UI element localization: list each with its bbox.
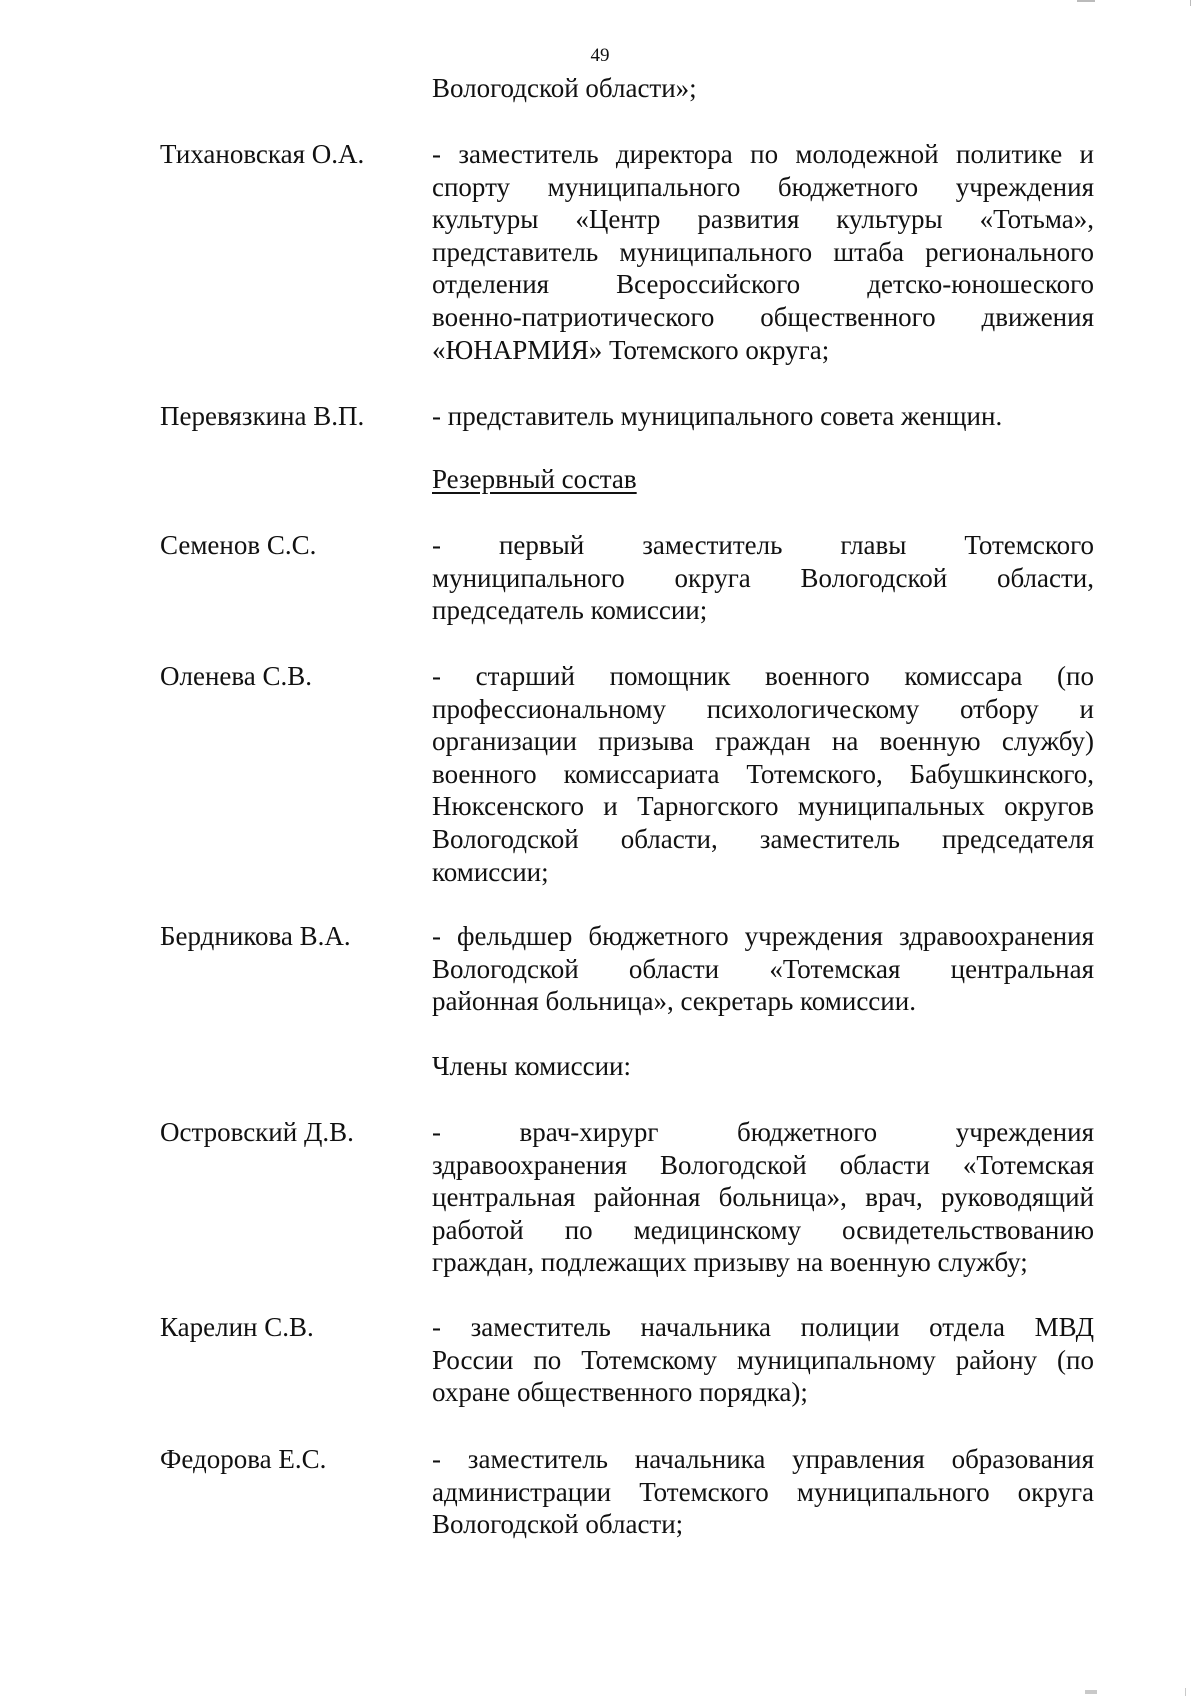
entry-name: Оленева С.В.	[160, 661, 313, 691]
entry-line: работой по медицинскому освидетельствованию	[432, 1214, 1094, 1245]
scan-artifact	[1190, 0, 1191, 6]
entry-line: «ЮНАРМИЯ» Тотемского округа;	[432, 334, 830, 365]
entry-line: - первый заместитель главы Тотемского	[432, 530, 1094, 560]
entry-name: Карелин С.В.	[160, 1312, 314, 1342]
entry-line: профессиональному психологическому отбору и	[432, 693, 1094, 724]
entry-line: Вологодской области;	[432, 1509, 684, 1540]
entry-line: - старший помощник военного комиссара (по	[432, 661, 1094, 691]
entry-line: спорту муниципального бюджетного учреждения	[432, 171, 1094, 202]
entry-description	[432, 1311, 1094, 1409]
entry-line: - представитель муниципального совета женщин.	[432, 401, 1003, 431]
scan-artifact	[1077, 0, 1095, 2]
reserve-heading: Резервный состав	[432, 464, 637, 494]
entry-line: здравоохранения Вологодской области «Тотемская	[432, 1149, 1094, 1180]
entry-line: - заместитель начальника полиции отдела МВД	[432, 1312, 1094, 1342]
members-heading: Члены комиссии:	[432, 1051, 631, 1081]
entry-line: - фельдшер бюджетного учреждения здравоохранения	[432, 921, 1094, 951]
entry-description	[432, 400, 1094, 433]
entry-line: районная больница», секретарь комиссии.	[432, 986, 916, 1017]
entry-line: культуры «Центр развития культуры «Тотьма»,	[432, 204, 1094, 235]
entry-line: представитель муниципального штаба регионального	[432, 236, 1094, 267]
entry-description	[432, 660, 1094, 888]
entry-line: военного комиссариата Тотемского, Бабушкинского,	[432, 758, 1094, 789]
entry-line: - врач-хирург бюджетного учреждения	[432, 1117, 1094, 1147]
entry-line: комиссии;	[432, 856, 549, 887]
entry-description	[432, 1443, 1094, 1541]
entry-description	[432, 1116, 1094, 1279]
entry-name: Островский Д.В.	[160, 1117, 354, 1147]
scan-artifact	[1085, 1690, 1097, 1694]
entry-line: организации призыва граждан на военную службу)	[432, 726, 1094, 757]
entry-line: муниципального округа Вологодской области,	[432, 562, 1094, 593]
entry-line: России по Тотемскому муниципальному району (по	[432, 1344, 1094, 1375]
entry-description	[432, 920, 1094, 1018]
entry-line: администрации Тотемского муниципального округа	[432, 1476, 1094, 1507]
entry-line: военно-патриотического общественного движения	[432, 301, 1094, 332]
page-number: 49	[590, 45, 610, 66]
entry-line: Вологодской области, заместитель председателя	[432, 823, 1094, 854]
entry-name: Бердникова В.А.	[160, 921, 351, 951]
entry-description	[432, 138, 1094, 366]
entry-line: центральная районная больница», врач, руководящий	[432, 1182, 1094, 1213]
entry-name: Перевязкина В.П.	[160, 401, 365, 431]
scan-artifact	[1185, 1688, 1186, 1696]
entry-line: Нюксенского и Тарногского муниципальных округов	[432, 791, 1094, 822]
entry-name: Тихановская О.А.	[160, 139, 365, 169]
entry-line: охране общественного порядка);	[432, 1377, 808, 1408]
entry-description	[432, 529, 1094, 627]
entry-line: председатель комиссии;	[432, 595, 708, 626]
entry-line: граждан, подлежащих призыву на военную службу;	[432, 1247, 1028, 1278]
entry-line: - заместитель начальника управления образования	[432, 1444, 1094, 1474]
entry-line: Вологодской области «Тотемская центральная	[432, 953, 1094, 984]
continuation-line: Вологодской области»;	[432, 73, 697, 103]
entry-name: Семенов С.С.	[160, 530, 317, 560]
entry-line: отделения Всероссийского детско-юношеского	[432, 269, 1094, 300]
entry-name: Федорова Е.С.	[160, 1444, 327, 1474]
entry-line: - заместитель директора по молодежной политике и	[432, 139, 1094, 169]
